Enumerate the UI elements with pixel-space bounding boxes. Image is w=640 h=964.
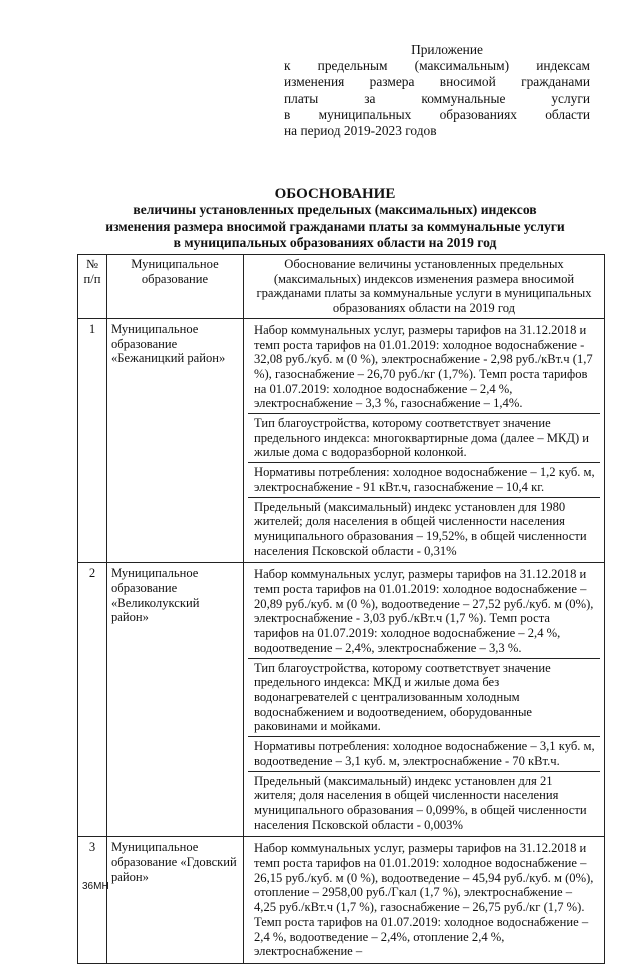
- header-num: № п/п: [78, 255, 107, 319]
- appendix-line: изменения размера вносимой гражданами: [284, 74, 590, 90]
- row-num: 2: [78, 563, 107, 837]
- justification-paragraph: Тип благоустройства, которому соответствует значение предельного индекса: МКД и жилые дома без водонагревателей с централизованным холодным водоснабжением и водоотведением, оборудованные раковинами и мойками.: [248, 658, 600, 737]
- appendix-block: [284, 42, 590, 139]
- table-row: [78, 318, 605, 563]
- table-row: [78, 837, 605, 964]
- appendix-line: на период 2019-2023 годов: [284, 123, 437, 139]
- appendix-line: платы за коммунальные услуги: [284, 90, 590, 106]
- justification-paragraph: Набор коммунальных услуг, размеры тарифов на 31.12.2018 и темп роста тарифов на 01.01.2019: холодное водоснабжение – 20,89 руб./куб. м (0 %), водоотведение – 27,52 руб./куб. м (0%), электроснабжение - 3,03 руб./кВт.ч (1,7 %). Темп роста тарифов на 01.07.2019: холодное водоснабжение – 2,4 %, водоотведение – 2,4%, электроснабжение – 3,3 %.: [254, 567, 594, 655]
- row-municipality: Муниципальное образование «Бежаницкий район»: [107, 318, 244, 563]
- document-heading: [60, 186, 610, 252]
- appendix-line: в муниципальных образованиях области: [284, 106, 590, 122]
- row-justification: [244, 318, 605, 563]
- row-justification: [244, 837, 605, 964]
- justification-paragraph: Набор коммунальных услуг, размеры тарифов на 31.12.2018 и темп роста тарифов на 01.01.2019: холодное водоснабжение - 32,08 руб./куб. м (0 %), электроснабжение - 2,98 руб./кВт.ч (1,7 %), газоснабжение – 26,70 руб./кг (1,7%). Темп роста тарифов на 01.07.2019: холодное водоснабжение – 2,4 %, электроснабжение – 3,3 %, газоснабжение – 1,4%.: [254, 322, 593, 411]
- justification-paragraph: Нормативы потребления: холодное водоснабжение – 1,2 куб. м, электроснабжение - 91 кВт.ч, газоснабжение – 10,4 кг.: [248, 462, 600, 496]
- header-municipality: Муниципальное образование: [107, 255, 244, 319]
- justification-paragraph: Предельный (максимальный) индекс установлен для 21 жителя; доля населения в общей численности населения муниципального образования – 0,099%, в общей численности населения Псковской области - 0,003%: [248, 771, 600, 835]
- justification-paragraph: Предельный (максимальный) индекс установлен для 1980 жителей; доля населения в общей численности населения муниципального образования – 19,52%, в общей численности населения Псковской области - 0,31%: [248, 497, 600, 561]
- heading-title: ОБОСНОВАНИЕ: [274, 186, 396, 202]
- row-municipality: Муниципальное образование «Великолукский район»: [107, 563, 244, 837]
- table-header-row: [78, 255, 605, 319]
- table-row: [78, 563, 605, 837]
- heading-line: величины установленных предельных (максимальных) индексов: [133, 202, 537, 218]
- header-justification: Обоснование величины установленных предельных (максимальных) индексов изменения размера вносимой гражданами платы за коммунальные услуги в муниципальных образованиях области на 2019 год: [244, 255, 605, 319]
- justification-paragraph: Набор коммунальных услуг, размеры тарифов на 31.12.2018 и темп роста тарифов на 01.01.2019: холодное водоснабжение – 26,15 руб./куб. м (0 %), водоотведение – 45,94 руб./куб. м (0%), отопление – 2958,00 руб./Гкал (1,7 %), электроснабжение – 4,25 руб./кВт.ч (1,7 %), газоснабжение – 26,75 руб./кг (1,7 %). Темп роста тарифов на 01.07.2019: холодное водоснабжение – 2,4 %, водоотведение – 2,4%, отопление 2,4 %, электроснабжение –: [254, 841, 594, 959]
- heading-line: изменения размера вносимой гражданами платы за коммунальные услуги: [105, 218, 565, 234]
- row-municipality: Муниципальное образование «Гдовский район»: [107, 837, 244, 964]
- footer-code: 36МН: [82, 881, 109, 892]
- row-num: 3: [78, 837, 107, 964]
- heading-line: в муниципальных образованиях области на 2019 год: [173, 235, 497, 251]
- justification-paragraph: Нормативы потребления: холодное водоснабжение – 3,1 куб. м, водоотведение – 3,1 куб. м, электроснабжение - 70 кВт.ч.: [248, 736, 600, 770]
- justification-paragraph: Тип благоустройства, которому соответствует значение предельного индекса: многоквартирные дома (далее – МКД) и жилые дома с водоразборной колонкой.: [248, 413, 600, 462]
- justification-table: [77, 254, 605, 964]
- row-num: 1: [78, 318, 107, 563]
- appendix-line: к предельным (максимальным) индексам: [284, 58, 590, 74]
- appendix-title: Приложение: [411, 42, 483, 57]
- row-justification: [244, 563, 605, 837]
